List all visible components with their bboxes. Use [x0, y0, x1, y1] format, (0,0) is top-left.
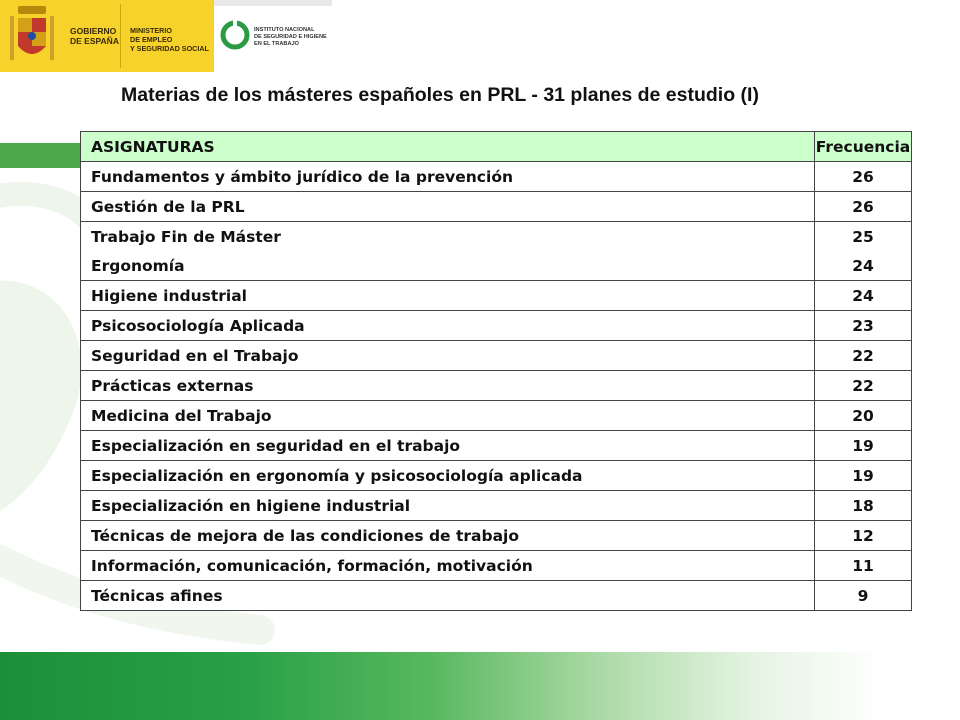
- coat-of-arms-icon: [6, 6, 58, 66]
- table-row: [81, 251, 912, 281]
- frequency-cell: 22: [815, 371, 912, 401]
- accent-green-bar: [0, 143, 80, 168]
- subject-cell: Especialización en ergonomía y psicosociología aplicada: [81, 461, 815, 491]
- frequency-cell: 26: [815, 192, 912, 222]
- subject-cell: Ergonomía: [81, 251, 815, 281]
- subject-cell: Información, comunicación, formación, motivación: [81, 551, 815, 581]
- frequency-cell: 23: [815, 311, 912, 341]
- institute-emblem-icon: [220, 20, 250, 50]
- table-row: [81, 551, 912, 581]
- table-row: [81, 491, 912, 521]
- frequency-cell: 9: [815, 581, 912, 611]
- table-header-row: [81, 132, 912, 162]
- frequency-cell: 26: [815, 162, 912, 192]
- frequency-cell: 24: [815, 251, 912, 281]
- table-row: [81, 281, 912, 311]
- table-row: [81, 521, 912, 551]
- frequency-cell: 19: [815, 461, 912, 491]
- frequency-cell: 24: [815, 281, 912, 311]
- subject-cell: Higiene industrial: [81, 281, 815, 311]
- subject-cell: Técnicas de mejora de las condiciones de trabajo: [81, 521, 815, 551]
- government-logo: [0, 0, 214, 72]
- subject-cell: Trabajo Fin de Máster: [81, 222, 815, 252]
- subject-cell: Técnicas afines: [81, 581, 815, 611]
- table-row: [81, 192, 912, 222]
- institute-logo: [214, 0, 332, 72]
- subject-column-header: ASIGNATURAS: [81, 132, 815, 162]
- subject-cell: Seguridad en el Trabajo: [81, 341, 815, 371]
- institute-label: INSTITUTO NACIONAL DE SEGURIDAD E HIGIENE EN EL TRABAJO: [254, 27, 327, 47]
- table-row: [81, 461, 912, 491]
- ministry-label: MINISTERIO DE EMPLEO Y SEGURIDAD SOCIAL: [130, 26, 209, 53]
- frequency-cell: 22: [815, 341, 912, 371]
- frequency-cell: 11: [815, 551, 912, 581]
- subject-cell: Especialización en seguridad en el trabajo: [81, 431, 815, 461]
- subject-cell: Psicosociología Aplicada: [81, 311, 815, 341]
- subject-cell: Gestión de la PRL: [81, 192, 815, 222]
- table-row: [81, 581, 912, 611]
- table-row: [81, 371, 912, 401]
- frequency-column-header: Frecuencia: [815, 132, 912, 162]
- frequency-cell: 19: [815, 431, 912, 461]
- table-row: [81, 341, 912, 371]
- frequency-cell: 25: [815, 222, 912, 252]
- frequency-cell: 20: [815, 401, 912, 431]
- subject-cell: Medicina del Trabajo: [81, 401, 815, 431]
- table-row: [81, 401, 912, 431]
- logo-divider: [120, 4, 121, 68]
- page-title: Materias de los másteres españoles en PRL - 31 planes de estudio (I): [121, 84, 759, 106]
- subject-cell: Prácticas externas: [81, 371, 815, 401]
- government-label: GOBIERNO DE ESPAÑA: [70, 26, 119, 46]
- frequency-cell: 18: [815, 491, 912, 521]
- table-row: [81, 162, 912, 192]
- frequency-cell: 12: [815, 521, 912, 551]
- subject-cell: Fundamentos y ámbito jurídico de la prevención: [81, 162, 815, 192]
- subjects-table: [80, 131, 912, 611]
- footer-gradient-band: [0, 652, 960, 720]
- header-gray-bar: [214, 0, 332, 6]
- table-row: [81, 222, 912, 252]
- table-row: [81, 311, 912, 341]
- table-row: [81, 431, 912, 461]
- subject-cell: Especialización en higiene industrial: [81, 491, 815, 521]
